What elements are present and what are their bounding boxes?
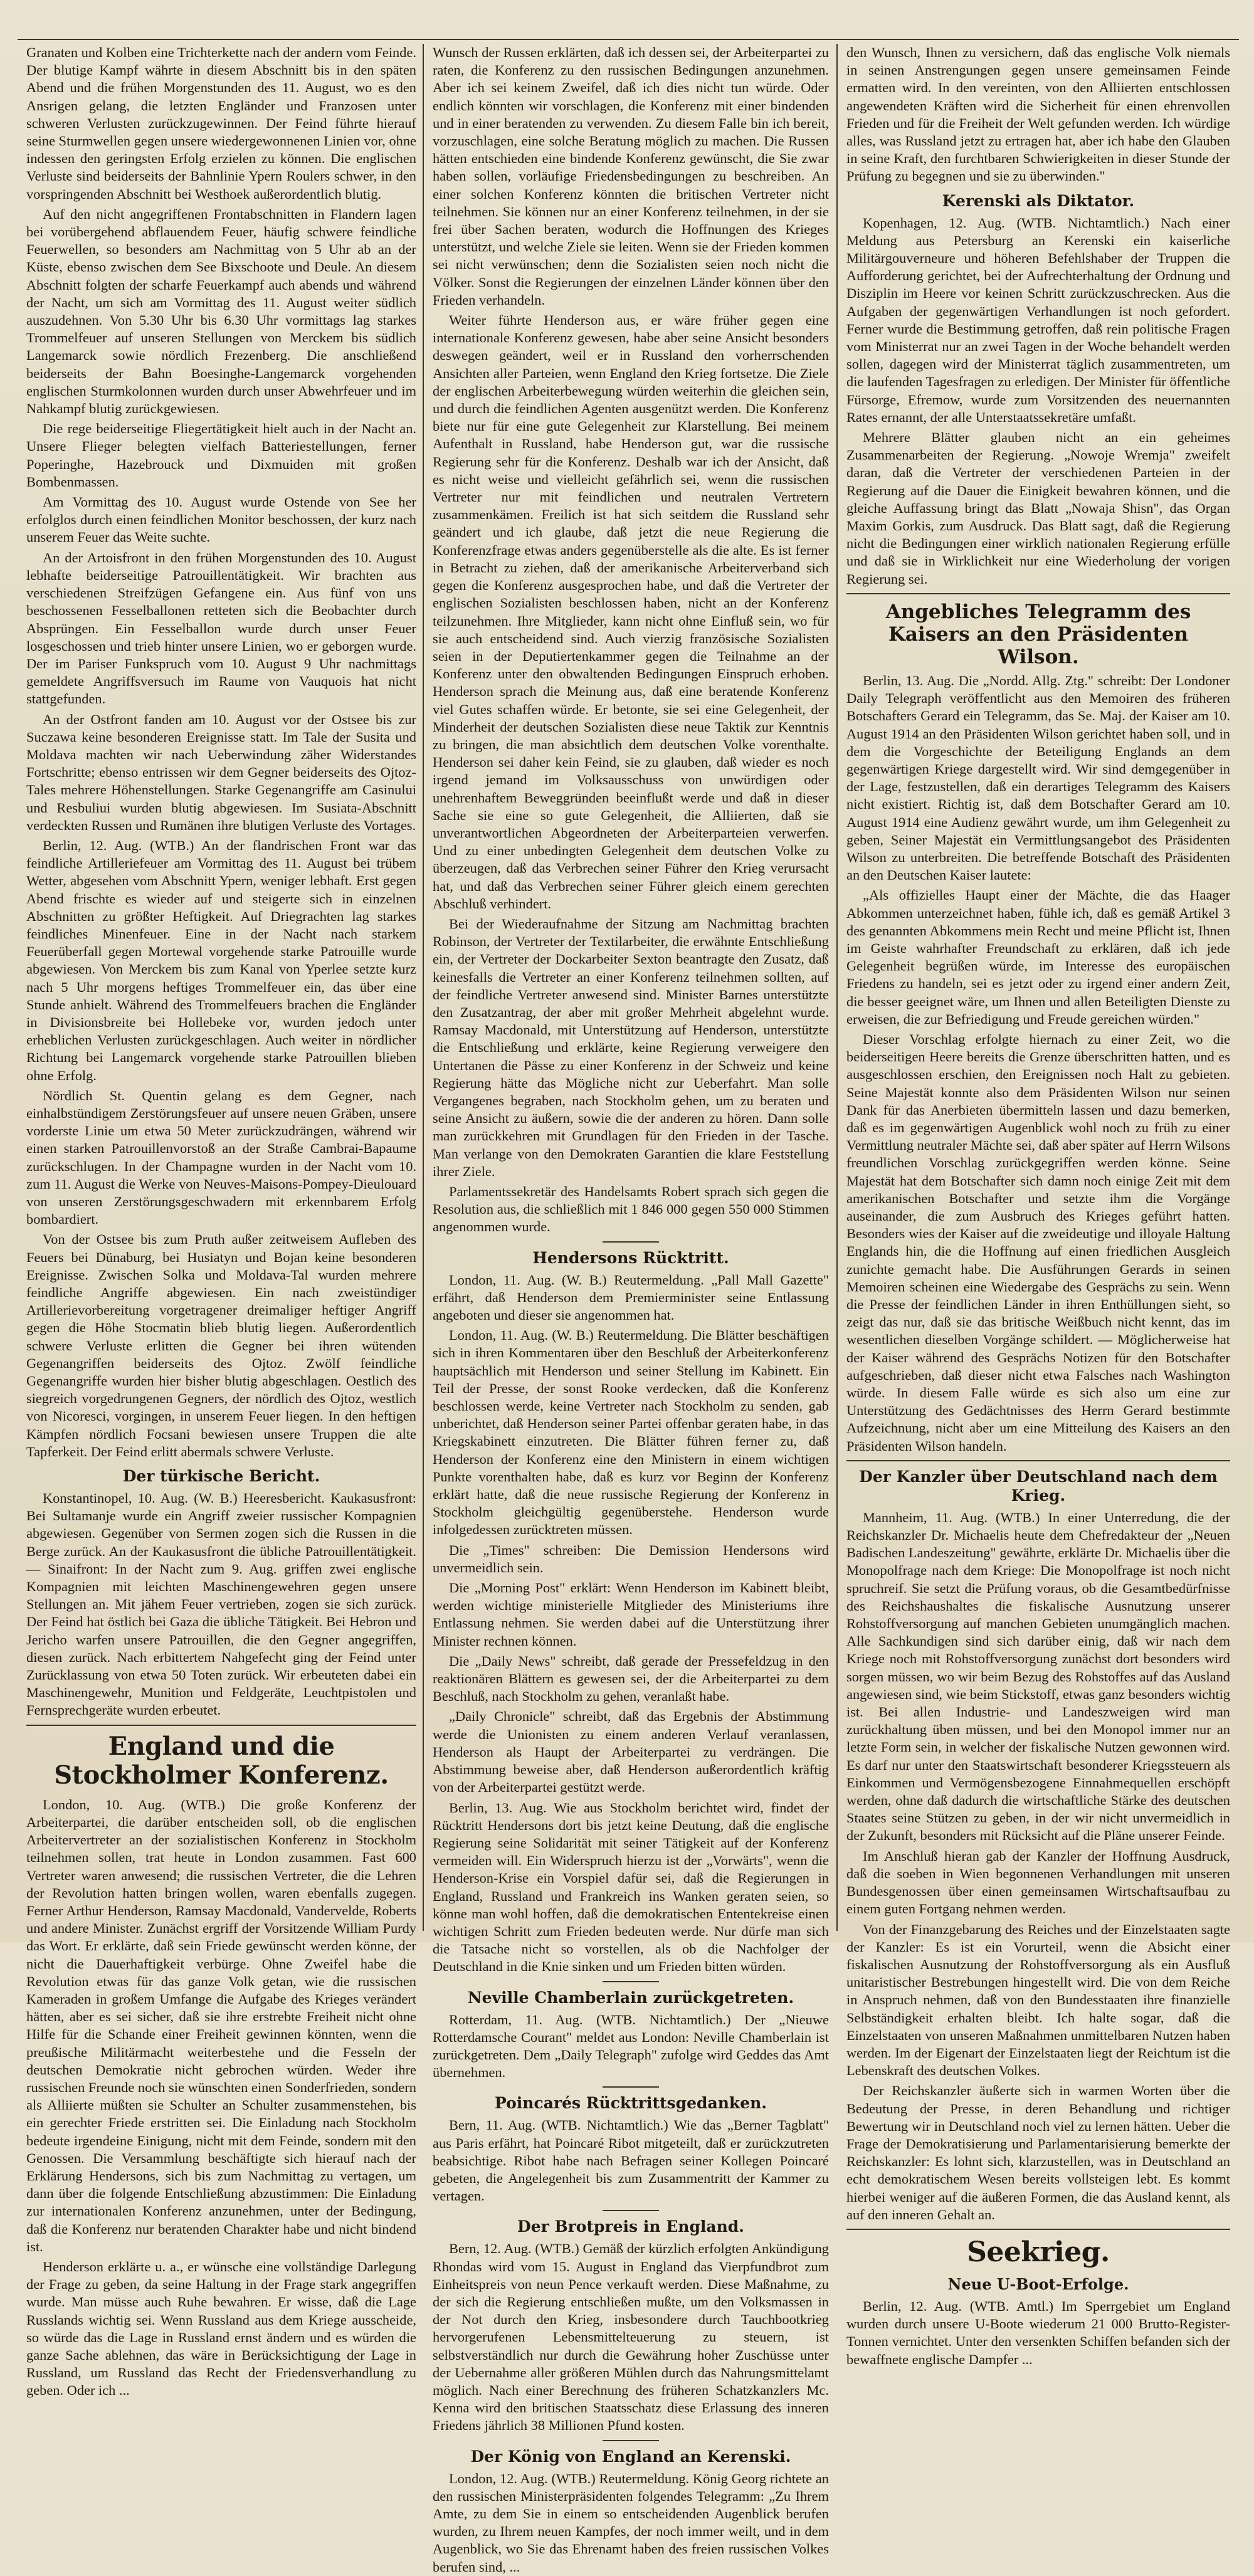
article-paragraph: Im Anschluß hieran gab der Kanzler der Hoffnung Ausdruck, daß die soeben in Wien begonnenen Verhandlungen mit unseren Bundesgenossen über einen gemeinsamen Wirtschaftsaufbau zu einem guten Fortgang nehmen werden. bbox=[846, 1848, 1230, 1917]
section-heading-king-kerenski: Der König von England an Kerenski. bbox=[470, 2447, 791, 2466]
article-paragraph: Bern, 11. Aug. (WTB. Nichtamtlich.) Wie das „Berner Tagblatt" aus Paris erfährt, hat Poincaré Ribot mitgeteilt, daß er zurückzutreten beabsichtige. Ribot habe nach Befragen seiner Kollegen Poincaré gebeten, die Angelegenheit bis zum Zusammentritt der Kammer zu vertagen. bbox=[433, 2117, 829, 2204]
article-paragraph: London, 11. Aug. (W. B.) Reutermeldung. „Pall Mall Gazette" erfährt, daß Henderson dem Premierminister seine Entlassung angeboten und dieser sie angenommen hat. bbox=[433, 1271, 829, 1323]
article-paragraph: Am Vormittag des 10. August wurde Ostende von See her erfolglos durch einen feindlichen Monitor beschossen, der kurz nach unserem Feuer das Weite suchte. bbox=[26, 494, 416, 545]
article-paragraph: Die „Daily News" schreibt, daß gerade der Pressefeldzug in den reaktionären Blättern es gewesen sei, der die Arbeiterpartei zu dem Beschluß, nach Stockholm zu gehen, veranlaßt habe. bbox=[433, 1653, 829, 1705]
section-divider bbox=[603, 2210, 659, 2211]
section-divider bbox=[26, 1725, 416, 1726]
article-paragraph: Mehrere Blätter glauben nicht an ein geheimes Zusammenarbeiten der Regierung. „Nowoje Wremja" zweifelt daran, daß die Vertreter der verschiedenen Parteien in der Regierung auf die Dauer die Einigkeit bewahren können, und die gleiche Auffassung bringt das Blatt „Nowaja Shisn", das Organ Maxim Gorkis, zum Ausdruck. Das Blatt sagt, daß die Regierung nicht die Bedingungen einer wirklich nationalen Regierung erfülle und daß sie in Wirklichkeit nur eine Wiederholung der vorigen Regierung sei. bbox=[846, 429, 1230, 587]
article-paragraph: Dieser Vorschlag erfolgte hiernach zu einer Zeit, wo die beiderseitigen Heere bereits die Grenze überschritten hatten, und es ausgeschlossen erschien, den Ereignissen noch Halt zu gebieten. Seine Majestät konnte also dem Präsidenten Wilson nur seinen Dank für das Anerbieten übermitteln lassen und dazu bemerken, daß es im gegenwärtigen Augenblick wohl noch zu früh zu einer Vermittlung neutraler Mächte sei, daß aber später auf Herrn Wilsons freundlichen Vorschlag zurückgegriffen werden könne. Seine Majestät hat dem Botschafter sich damn noch einige Zeit mit dem amerikanischen Botschafter und setzte ihm die Vorgänge auseinander, die zum Ausbruch des Krieges geführt hatten. Besonders wies der Kaiser auf die zweideutige und illoyale Haltung Englands hin, die die Hoffnung auf einen friedlichen Ausgleich zunichte gemacht habe. Die Ausführungen Gerards in seinen Memoiren scheinen eine Wiedergabe des Gesprächs zu sein. Wenn die Presse der feindlichen Länder in ihren Enthüllungen sieht, so zeigt das nur, daß sie das britische Weißbuch nicht kennt, das im wesentlichen dieselben Vorgänge schildert. — Möglicherweise hat der Kaiser während des Gesprächs Notizen für den Botschafter aufgeschrieben, daß dieser nicht etwa Falsches nach Washington würde. In diesem Falle würde es sich also um eine zur Unterstützung des Gedächtnisses des Herrn Gerard bestimmte Aufzeichnung, nicht aber um eine Mitteilung des Kaisers an den Präsidenten Wilson handeln. bbox=[846, 1031, 1230, 1454]
article-paragraph: Berlin, 12. Aug. (WTB.) An der flandrischen Front war das feindliche Artilleriefeuer am Vormittag des 11. August bei trübem Wetter, abgesehen vom Abschnitt Ypern, weniger lebhaft. Erst gegen Abend frischte es wieder auf und steigerte sich in einzelnen Abschnitten zu größter Heftigkeit. Auf Driegrachten lag starkes feindliches Minenfeuer. Eine in der Nacht nach starkem Feuerüberfall gegen Mortewal vorgehende starke Patrouille wurde abgewiesen. Von Merckem bis zum Kanal von Yperlee setzte kurz nach 5 Uhr morgens heftiges Trommelfeuer ein, das über eine Stunde anhielt. Während des Trommelfeuers brachen die Engländer in Divisionsbreite bei Hollebeke vor, wurden jedoch unter erheblichen Verlusten zurückgeschlagen. Auch weiter in nördlicher Richtung bei Langemarck vorgehende starke Patrouillen blieben ohne Erfolg. bbox=[26, 837, 416, 1083]
article-paragraph: Berlin, 13. Aug. Wie aus Stockholm berichtet wird, findet der Rücktritt Hendersons dort bis jetzt keine Deutung, daß die englische Regierung seine Solidarität mit seiner Tätigkeit auf der Konferenz vermeiden will. Ein Widerspruch hierzu ist der „Vorwärts", wenn die Henderson-Krise ein Vorspiel dafür sei, daß die Regierungen in England, Russland und Frankreich ins Wanken geraten seien, so könne man wohl hoffen, daß die demokratischen Ententekreise einen wichtigen Schritt zum Frieden bedeuten werde. Nur dürfe man sich die Tatsache nicht so vorstellen, als ob die Nachfolger der Deutschland in die Knie sinken und um Frieden bitten würden. bbox=[433, 1799, 829, 1975]
section-divider bbox=[846, 593, 1230, 594]
section-heading-turkish-report: Der türkische Bericht. bbox=[122, 1467, 320, 1486]
section-divider bbox=[846, 2229, 1230, 2230]
subheading-uboat-successes: Neue U-Boot-Erfolge. bbox=[947, 2274, 1129, 2293]
article-paragraph: Der Reichskanzler äußerte sich in warmen Worten über die Bedeutung der Presse, in deren Behandlung und richtiger Bewertung wir in Deutschland noch viel zu lernen hätten. Ueber die Frage der Demokratisierung und Parlamentarisierung bemerkte der Reichskanzler: Es lohnt sich, klarzustellen, was in Deutschland an echt demokratischem Wesen bereits vollsteigen lebt. Es kommt hierbei weniger auf die äußeren Formen, die das Ausland kennt, als auf den inneren Gehalt an. bbox=[846, 2083, 1230, 2222]
section-heading-chancellor: Der Kanzler über Deutschland nach dem Krieg. bbox=[859, 1467, 1218, 1505]
section-heading-chamberlain: Neville Chamberlain zurückgetreten. bbox=[467, 1988, 794, 2007]
top-rule bbox=[18, 39, 1239, 40]
article-paragraph: Von der Finanzgebarung des Reiches und der Einzelstaaten sagte der Kanzler: Es ist ein Vorurteil, wenn die Absicht einer fiskalischen Ausnutzung der Rohstoffversorgung als ein Ausfluß unitaristischer Bestrebungen hingestellt wird. Die von dem Reiche in Anspruch nehmen, daß von den Bundesstaaten ihre finanzielle Selbständigkeit erhalten bleibt. Ich halte sogar, daß die Einzelstaaten von unseren Maßnahmen unmittelbaren Nutzen haben werden. Im der Eigenart der Einzelstaaten liegt der Reichtum ist die Lebenskraft des deutschen Volkes. bbox=[846, 1921, 1230, 2079]
article-paragraph: An der Ostfront fanden am 10. August vor der Ostsee bis zur Suczawa keine besonderen Ereignisse statt. Im Tale der Susita und Moldava machten wir nach Ueberwindung zäher Widerstandes Fortschritte; ebenso entrissen wir dem Gegner beiderseits des Ojtoz-Tales mehrere Höhenstellungen. Starke Gegenangriffe am Casinului und Resbuliui wurden blutig abgewiesen. Im Susiata-Abschnitt verdeckten Russen und Rumänen ihre blutigen Verluste des Vortages. bbox=[26, 711, 416, 833]
article-paragraph: Nördlich St. Quentin gelang es dem Gegner, nach einhalbstündigem Zerstörungsfeuer auf unsere neuen Gräben, unsere vorderste Linie um etwa 50 Meter zurückzudrängen, während wir einen starken Patrouillenvorstoß an der Straße Cambrai-Bapaume zurückschlugen. In der Champagne wurden in der Nacht vom 10. zum 11. August die Werke von Neuves-Maisons-Pompey-Dieulouard von unseren Zerstörungsgeschwadern mit erkennbarem Erfolg bombardiert. bbox=[26, 1087, 416, 1228]
headline-kaiser-telegram: Angebliches Telegramm des Kaisers an den Präsidenten Wilson. bbox=[885, 600, 1191, 668]
article-paragraph: Mannheim, 11. Aug. (WTB.) In einer Unterredung, die der Reichskanzler Dr. Michaelis heute dem Chefredakteur der „Neuen Badischen Landeszeitung" gewährte, erklärte Dr. Michaelis über die Monopolfrage nach dem Kriege: Die Monopolfrage ist noch nicht spruchreif. Sie setzt die Prüfung voraus, ob die Gesamtbedürfnisse des Reichshaushaltes die fiskalische Ausnutzung unserer Rohstoffversorgung auf manchen Gebieten unumgänglich machen. Alle Sachkundigen sind sich darüber einig, daß wir nach dem Kriege noch mit Rohstoffversorgung zunächst dort besonders wird sorgen müssen, wo wir beim Bezug des Rohstoffes auf das Ausland angewiesen sind, wie beim Stickstoff, etwas ganz besonders wichtig ist. Bei allen Industrie- und Landeszweigen wird man zurückhaltung üben müssen, und bei den Monopol immer nur an letzte Form sein, in welcher der fiskalische Nutzen gewonnen wird. Es darf nur unter den Staatswirtschaft besonderer Kriegssteuern als Einkommen und Vermögensbezogene Einnahmequellen erschöpft werden, ohne daß dadurch die wirtschaftliche Stärke des deutschen Staates seine Stützen zu geben, in der wir nicht unvermeidlich in der Zukunft, besonders mit Rücksicht auf die Pläne unserer Feinde. bbox=[846, 1509, 1230, 1844]
section-heading-bread-price: Der Brotpreis in England. bbox=[517, 2217, 744, 2236]
article-paragraph: Kopenhagen, 12. Aug. (WTB. Nichtamtlich.) Nach einer Meldung aus Petersburg an Kerenski ein kaiserliche Militärgouverneure und höheren Befehlshaber der Truppen die Aufforderung gerichtet, bei der Aufrechterhaltung der Ordnung und Disziplin im Heere vor keinen Schritt zurückzuschrecken. Aus die Aufgaben der gegenwärtigen Verhandlungen ist noch gefordert. Ferner wurde die Bestimmung getroffen, daß rein politische Fragen vom Ministerrat nur an zwei Tagen in der Woche behandelt werden sollen, dagegen wird der Ministerrat täglich zusammentreten, um die laufenden Tagesfragen zu erledigen. Der Minister für öffentliche Fürsorge, Efremow, wurde zum Vorsitzenden des neuernannten Rates ernannt, der alle Unterstaatssekretäre umfaßt. bbox=[846, 214, 1230, 425]
section-heading-henderson: Hendersons Rücktritt. bbox=[532, 1248, 729, 1267]
column-middle bbox=[424, 44, 838, 2575]
article-paragraph: Berlin, 12. Aug. (WTB. Amtl.) Im Sperrgebiet um England wurden durch unsere U-Boote wiederum 21 000 Brutto-Register-Tonnen vernichtet. Unter den versenkten Schiffen befanden sich der bewaffnete englische Dampfer ... bbox=[846, 2298, 1230, 2367]
section-divider bbox=[603, 2086, 659, 2088]
article-paragraph: „Als offizielles Haupt einer der Mächte, die das Haager Abkommen unterzeichnet haben, fühle ich, daß es gemäß Artikel 3 des genannten Abkommens mein Recht und meine Pflicht ist, Ihnen im Geiste wahrhafter Freundschaft zu erklären, daß ich jede Gelegenheit begrüßen würde, im Interesse des europäischen Friedens zu handeln, sei es jetzt oder zu irgend einer andern Zeit, die besser geeignet wäre, um Ihnen und allen Beteiligten Dienste zu erweisen, die zur Befriedigung und Freude gereichen würden." bbox=[846, 887, 1230, 1027]
article-paragraph: An der Artoisfront in den frühen Morgenstunden des 10. August lebhafte beiderseitige Patrouillentätigkeit. Wir brachten aus verschiedenen Streifzügen Gefangene ein. Aus fünf von uns beschossenen Fesselballonen retteten sich die Beobachter durch Absprüngen. Ein Fesselballon wurde durch unser Feuer losgeschossen und trieb hinter unsere Linien, wo er geborgen wurde. Der im Pariser Funkspruch vom 10. August 9 Uhr nachmittags gemeldete Angriffsversuch im Raume von Vauquois hat nicht stattgefunden. bbox=[26, 549, 416, 707]
article-paragraph: „Daily Chronicle" schreibt, daß das Ergebnis der Abstimmung werde die Unionisten zu einem anderen Verlauf veranlassen, Henderson als Haupt der Arbeiterpartei zu verdrängen. Die Abstimmung beweise aber, daß Henderson außerordentlich kräftig von der Arbeiterpartei gestützt werde. bbox=[433, 1708, 829, 1795]
section-divider bbox=[603, 2440, 659, 2441]
article-paragraph: Von der Ostsee bis zum Pruth außer zeitweisem Aufleben des Feuers bei Dünaburg, bei Husiatyn und Bojan keine besonderen Ereignisse. Zwischen Solka und Moldava-Tal wurden mehrere feindliche Angriffe abgewiesen. Ein nach zweistündiger Artillerievorbereitung vorgetragener dreimaliger heftiger Angriff gegen die Höhe Stocmatin blieb blutig liegen. Außerordentlich schwere Verluste erlitten die Gegner bei ihren wütenden Gegenangriffen beiderseits des Ojtoz. Zwölf feindliche Gegenangriffe wurden hier bisher blutig abgeschlagen. Oestlich des siegreich vorgedrungenen Gegners, der nördlich des Ojtoz, westlich von Nicoresci, vorgingen, in unserem Feuer liegen. In den heftigen Kämpfen nördlich Focsani bewiesen unsere Truppen die alte Tapferkeit. Der Feind erlitt abermals schwere Verluste. bbox=[26, 1231, 416, 1459]
section-divider bbox=[846, 1460, 1230, 1461]
headline-england-stockholm: England und die Stockholmer Konferenz. bbox=[54, 1731, 389, 1790]
section-heading-kerenski-dictator: Kerenski als Diktator. bbox=[942, 191, 1135, 210]
article-paragraph: Parlamentssekretär des Handelsamts Robert sprach sich gegen die Resolution aus, die schließlich mit 1 846 000 gegen 550 000 Stimmen angenommen wurde. bbox=[433, 1184, 829, 1235]
article-paragraph: Henderson erklärte u. a., er wünsche eine vollständige Darlegung der Frage zu geben, da seine Haltung in der Frage stark angegriffen wurde. Man müsse auch Ruhe bewahren. Er wisse, daß die Lage Russlands wichtig sei. Wenn Russland aus dem Kriege ausscheide, so würde das die Lage in Russland ernst ändern und es würden die ganze Sache ablehnen, das wäre in Berücksichtigung der Lage in Russland, um Russland das Recht der Friedensverhandlung zu geben. Oder ich ... bbox=[26, 2258, 416, 2399]
article-paragraph: den Wunsch, Ihnen zu versichern, daß das englische Volk niemals in seinen Anstrengungen gegen unsere gemeinsamen Feinde ermatten wird. In den vereinten, von den Alliierten entschlossen angewendeten Kräften wird die Sicherheit für einen ehrenvollen Frieden und für die Freiheit der Welt gefunden werden. Ich würdige alles, was Russland jetzt zu ertragen hat, aber ich habe den Glauben in seine Kraft, den furchtbaren Schwierigkeiten in dieser Stunde der Prüfung zu begegnen und sie zu überwinden." bbox=[846, 45, 1230, 184]
article-paragraph: Auf den nicht angegriffenen Frontabschnitten in Flandern lagen bei vorübergehend abflauendem Feuer, häufig schwere feindliche Feuerwellen, so besonders am Nachmittag von 5 Uhr ab an der Küste, ebenso zwischen dem See Bixschoote und Deule. An diesem Abschnitt folgten der scharfe Feuerkampf auch abends und während der Nacht, um sich am Vormittag des 11. August weiter südlich auszudehnen. Von 5.30 Uhr bis 6.30 Uhr vormittags lag starkes Trommelfeuer auf unseren Stellungen von Merckem bis südlich Langemarck sowie nördlich Frezenberg. Die anschließend beiderseits der Bahn Boesinghe-Langemarck vorgehenden englischen Sturmkolonnen wurden durch unser Abwehrfeuer und im Nahkampf blutig zurückgewiesen. bbox=[26, 206, 416, 417]
article-paragraph: Die rege beiderseitige Fliegertätigkeit hielt auch in der Nacht an. Unsere Flieger belegten vielfach Batteriestellungen, ferner Poperinghe, Hazebrouck und Dixmuiden mit großen Bombenmassen. bbox=[26, 421, 416, 490]
article-paragraph: London, 12. Aug. (WTB.) Reutermeldung. König Georg richtete an den russischen Ministerpräsidenten folgendes Telegramm: „Zu Ihrem Amte, zu dem Sie in einem so entscheidenden Augenblick berufen wurden, zu Ihrem neuen Kampfes, der noch immer weilt, und in dem Augenblick, wo Sie das Ehrenamt haben des freien russischen Volkes berufen sind, ... bbox=[433, 2470, 829, 2575]
column-right bbox=[838, 44, 1239, 2367]
section-divider bbox=[603, 1241, 659, 1243]
section-heading-poincare: Poincarés Rücktrittsgedanken. bbox=[495, 2094, 767, 2113]
article-paragraph: Wunsch der Russen erklärten, daß ich dessen sei, der Arbeiterpartei zu raten, die Konferenz zu den russischen Bedingungen anzunehmen. Aber ich sei keinem Zweifel, daß ich dies nicht tun würde. Oder endlich könnten wir vorschlagen, die Konferenz mit einer bindenden und in einer beratenden zu verwenden. Zu diesem Falle bin ich bereit, vorzuschlagen, eine solche Beratung möglich zu machen. Die Russen hätten entschieden eine bindende Konferenz gewünscht, die Sie zwar haben sollen, vorläufige Friedensbedingungen zu beschreiben. An einer solchen Konferenz könnten die britischen Vertreter nicht teilnehmen. Sie können nur an einer Konferenz teilnehmen, in der sie frei über Sachen beraten, wodurch die Hoffnungen des Krieges unterstützt, und welche Ziele sie leiten. Wenn sie der Frieden kommen sei nicht verwünschen; denn die Sozialisten seien noch nicht die Völker. Sonst die Regierungen der einzelnen Länder können über den Frieden verhandeln. bbox=[433, 45, 829, 308]
article-paragraph: Bei der Wiederaufnahme der Sitzung am Nachmittag brachten Robinson, der Vertreter der Textilarbeiter, die erwähnte Entschließung ein, der Vertreter der Dockarbeiter Sexton beantragte den Zusatz, daß keinesfalls die Vertreter an einer Konferenz teilnehmen sollten, auf der feindliche Vertreter anwesend sind. Minister Barnes unterstützte den Zusatzantrag, der aber mit großer Mehrheit abgelehnt wurde. Ramsay Macdonald, mit Unterstützung auf Henderson, unterstützte die Entschließung und erklärte, keine Regierung verweigere den Untertanen die Pässe zu einer Konferenz in der Schweiz und keine Regierung hätte das Mögliche nicht zur Ueberfahrt. Man solle Vergangenes begraben, nach Stockholm gehen, um zu beraten und seine Ansicht zu äußern, sowie die der anderen zu hören. Dann solle man zurückkehren mit Grundlagen für den Frieden in der Tasche. Man verlange von den Demokraten Garantien die klare Feststellung ihrer Ziele. bbox=[433, 915, 829, 1179]
section-divider bbox=[603, 1981, 659, 1982]
article-paragraph: Konstantinopel, 10. Aug. (W. B.) Heeresbericht. Kaukasusfront: Bei Sultamanje wurde ein Angriff zweier russischer Kompagnien abgewiesen. Gegenüber von Sermen zogen sich die Russen in die Berge zurück. An der Kaukasusfront die übliche Patrouillentätigkeit. — Sinaifront: In der Nacht zum 9. Aug. griffen zwei englische Kompagnien mit leichten Maschinengewehren gegen unsere Stellungen an. Mit jähem Feuer vertrieben, zogen sie sich zurück. Der Feind hat östlich bei Gaza die übliche Tätigkeit. Bei Hebron und Jericho warfen unsere Patrouillen, die den Gegner angegriffen, diesen zurück. Nach erbittertem Nahgefecht ging der Feind unter Zurücklassung von etwa 50 Toten zurück. Wir erbeuteten dabei ein Maschinengewehr, Munition und Feldgeräte, Leuchtpistolen und Fernsprechgeräte wurden erbeutet. bbox=[26, 1490, 416, 1718]
article-paragraph: Berlin, 13. Aug. Die „Nordd. Allg. Ztg." schreibt: Der Londoner Daily Telegraph veröffentlicht aus den Memoiren des früheren Botschafters Gerard ein Telegramm, das Se. Maj. der Kaiser am 10. August 1914 an den Präsidenten Wilson gerichtet haben soll, und in dem die Vorgeschichte der Beteiligung Englands an dem gegenwärtigen Kriege dargestellt wird. Wir sind demgegenüber in der Lage, festzustellen, daß ein derartiges Telegramm des Kaisers nicht existiert. Richtig ist, daß dem Botschafter Gerard am 10. August 1914 eine Audienz gewährt wurde, um ihm Gelegenheit zu geben, Seiner Majestät ein Vermittlungsangebot des Präsidenten Wilson zu unterbreiten. Die betreffende Botschaft des Präsidenten an den Deutschen Kaiser lautete: bbox=[846, 672, 1230, 883]
article-paragraph: Weiter führte Henderson aus, er wäre früher gegen eine internationale Konferenz gewesen, habe aber seine Ansicht besonders deswegen geändert, weil er in Russland den vorherrschenden Ansichten aller Parteien, wenn England den Krieg fortsetze. Die Ziele der englischen Arbeiterbewegung würden weiterhin die gleichen sein, und durch die feindlichen Agenten ausgenützt werden. Die Konferenz biete nur für eine gute Gelegenheit zur Klarstellung. Bei meinem Aufenthalt in Russland, habe Henderson gut, war die russische Regierung sehr für die Konferenz. Deshalb war ich der Ansicht, daß es nicht weise und vielleicht gefährlich sei, wenn die russischen Vertreter nur mit feindlichen und neutralen Vertretern zusammenkämen. Freilich ist hat sich seitdem die Russland sehr geändert und ich glaube, daß jetzt die neue Regierung die Konferenzfrage etwas anders gegenüberstelle als die alte. Es ist ferner in Betracht zu ziehen, daß der amerikanische Arbeiterverband sich gegen die Konferenz ausgesprochen habe, und daß die Vertreter der englischen Sozialisten beschlossen haben, nicht an der Konferenz teilzunehmen. Ihre Mitglieder, kann nicht ohne Einfluß sein, wo für sie auch entscheidend sind. Auch vierzig französische Sozialisten seien in der Deputiertenkammer gegen die Teilnahme an der Konferenz unter den obwaltenden Bedingungen Einspruch erhoben. Henderson sprach die Meinung aus, daß eine beratende Konferenz viel Gutes schaffen würde. Er betonte, sie sei eine Gelegenheit, der Minderheit der deutschen Sozialisten diese neue Taktik zur Kenntnis zu bringen, die man absichtlich dem deutschen Volke vorenthalte. Henderson sei daher kein Feind, sie zu glauben, daß wieder es noch irgend jemand im Volksausschuss von unwürdigen oder unehrenhaftem Beweggründen beeinflußt werde und daß in dieser Sache sie eine so gute Gelegenheit, die Alliierten, daß sie unverantwortlichen Abgeordneten der Arbeiterparteien verwerfen. Und zu einer unbedingten Gelegenheit dem deutschen Volke zu überzeugen, daß das Verbrechen seiner Führer den Krieg verursacht hat, und daß das Verbrechen seiner Führer gleich einem gerechten Abschluß verhindert. bbox=[433, 312, 829, 912]
article-paragraph: Bern, 12. Aug. (WTB.) Gemäß der kürzlich erfolgten Ankündigung Rhondas wird vom 15. August in England das Vierpfundbrot zum Einheitspreis von neun Pence verkauft werden. Diese Maßnahme, zu der sich die Regierung entschließen mußte, um den Volksmassen in der Not durch den Krieg, insbesondere durch Tauchbootkrieg hervorgerufenen Lebensmittelteuerung zu steuern, ist selbstverständlich nur durch die Gewährung hoher Zuschüsse unter der Uebernahme aller größeren Mühlen durch das Nahrungsmittelamt möglich. Nach einer Berechnung des früheren Schatzkanzlers Mc. Kenna wird den britischen Staatsschatz diese Erlassung des inneren Friedens jährlich 38 Millionen Pfund kosten. bbox=[433, 2241, 829, 2434]
article-paragraph: London, 10. Aug. (WTB.) Die große Konferenz der Arbeiterpartei, die darüber entscheiden soll, ob die englischen Arbeitervertreter an der sozialistischen Konferenz in Stockholm teilnehmen sollen, trat heute in London zusammen. Fast 600 Vertreter waren anwesend; die russischen Vertreter, die die Lehren der Revolution hatten bringen wollen, waren ebenfalls zugegen. Ferner Arthur Henderson, Ramsay Macdonald, Vandervelde, Roberts und andere Minister. Zunächst ergriff der Vorsitzende William Purdy das Wort. Er erklärte, daß sein Friede gewünscht werden könne, der nicht die Dauerhaftigkeit verbürge. Ohne Zweifel habe die Revolution etwas für das ganze Volk getan, wie die russischen Kameraden in großem Umfange die Aufgabe des Krieges verändert hätten, aber es sei sicher, daß sie ihre erstrebte Freiheit nicht ohne Hilfe für die Schande einer Freiheit gewinnen könnten, wenn die preußische Militärmacht weiterbestehe und die Fesseln der deutschen Demokratie nicht gebrochen würden. Weder ihre russischen Freunde noch sie wünschten einen Sonderfrieden, sondern als Alliierte müßten sie Schulter an Schulter zusammenstehen, bis ein gerechter Friede erstritten sei. Die Einladung nach Stockholm bedeute irgendeine Einigung, nicht mit dem Feinde, sondern mit den Genossen. Die Versammlung beschäftigte sich hierauf nach der Erklärung Hendersons, sich bis zum Nachmittag zu vertagen, um dann über die folgende Entschließung abzustimmen: Die Einladung zur internationalen Konferenz anzunehmen, unter der Bedingung, daß die Konferenz nur beratenden Charakter habe und nicht bindend ist. bbox=[26, 1796, 416, 2254]
headline-naval-war: Seekrieg. bbox=[967, 2236, 1110, 2268]
column-left bbox=[18, 44, 425, 2399]
article-paragraph: Granaten und Kolben eine Trichterkette nach der andern vom Feinde. Der blutige Kampf währte in diesem Abschnitt bis in den späten Abend und die frühen Morgenstunden des 11. August, wo es den Ansrigen gelang, die letzten Engländer und Franzosen unter schweren Verlusten zurückzugewinnen. Der Feind führte hierauf seine Sturmwellen gegen unsere wiedergewonnenen Linien vor, ohne indessen den geringsten Erfolg erzielen zu können. Die englischen Verluste sind beiderseits der Bahnlinie Ypern Roulers schwer, in den vorspringenden Abschnitt bei Westhoek außerordentlich blutig. bbox=[26, 45, 416, 202]
article-paragraph: Rotterdam, 11. Aug. (WTB. Nichtamtlich.) Der „Nieuwe Rotterdamsche Courant" meldet aus London: Neville Chamberlain ist zurückgetreten. Dem „Daily Telegraph" zufolge wird Geddes das Amt übernehmen. bbox=[433, 2011, 829, 2081]
article-paragraph: London, 11. Aug. (W. B.) Reutermeldung. Die Blätter beschäftigen sich in ihren Kommentaren über den Beschluß der Arbeiterkonferenz hauptsächlich mit Henderson und seiner Stellung im Kabinett. Ein Teil der Presse, der sonst Rooke verdecken, daß die Konferenz beschlossen werde, keine Vertreter nach Stockholm zu senden, gab unberichtet, daß Henderson seiner Partei offenbar geraten habe, in das Kriegskabinett einzutreten. Die Blätter führen ferner zu, daß Henderson der Konferenz eine den Ministern in einem wichtigen Punkte vorenthalten habe, daß es kurz vor Beginn der Konferenz erklärt hatte, daß die neue russische Regierung der Konferenz in Stockholm gleichgültig gegenüberstehe. Henderson wurde infolgedessen zurücktreten müssen. bbox=[433, 1327, 829, 1538]
article-paragraph: Die „Times" schreiben: Die Demission Hendersons wird unvermeidlich sein. bbox=[433, 1542, 829, 1575]
article-paragraph: Die „Morning Post" erklärt: Wenn Henderson im Kabinett bleibt, werden wichtige ministerielle Mitglieder des Ministeriums ihre Entlassung nehmen. Sie werden dabei auf die Unterstützung ihrer Minister rechnen können. bbox=[433, 1580, 829, 1649]
